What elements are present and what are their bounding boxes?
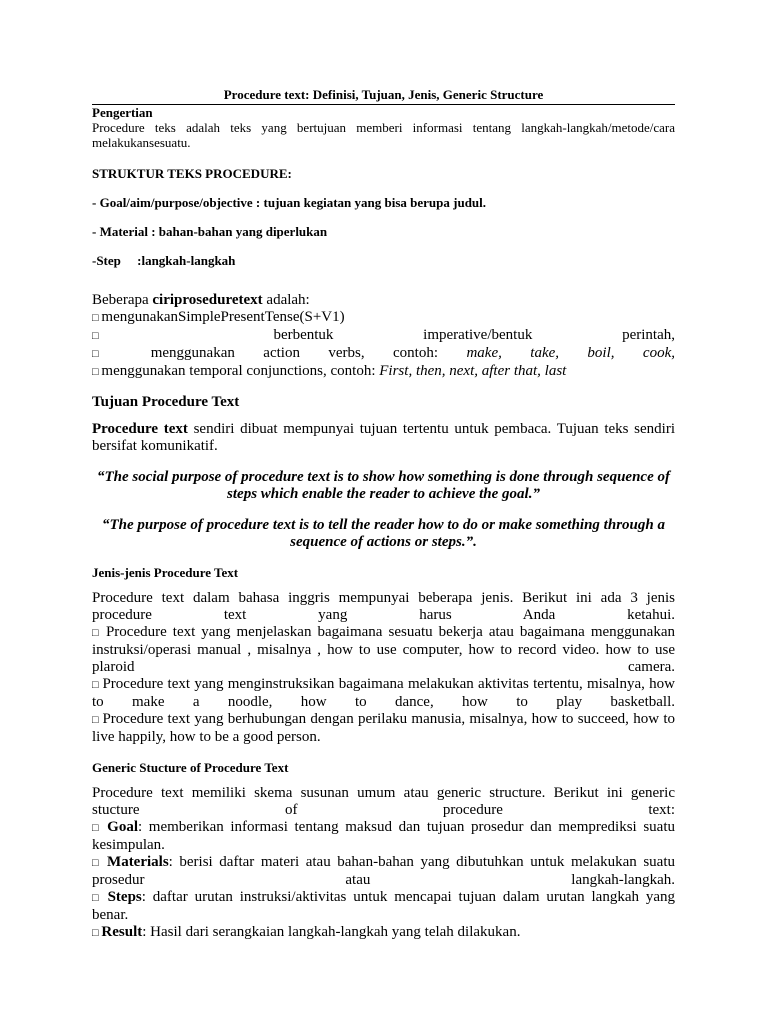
generic-goal-text: : memberikan informasi tentang maksud dan tujuan prosedur dan memprediksi suatu kesimpulan. xyxy=(92,819,675,853)
page-title: Procedure text: Definisi, Tujuan, Jenis, Generic Structure xyxy=(92,87,675,105)
generic-heading: Generic Stucture of Procedure Text xyxy=(92,760,289,775)
jenis-heading: Jenis-jenis Procedure Text xyxy=(92,565,239,580)
tujuan-body xyxy=(92,421,675,455)
tujuan-lead-rest: sendiri dibuat mempunyai tujuan tertentu untuk pembaca. Tujuan teks sendiri bersifat komunikatif. xyxy=(92,421,675,454)
ciri-item-1: □ mengunakanSimplePresentTense(S+V1) xyxy=(92,309,675,327)
ciri-item-3 xyxy=(92,345,675,363)
tujuan-quote-1: “The social purpose of procedure text is to show how something is done through sequence of steps which enable the reader to achieve the goal.” xyxy=(97,469,670,502)
generic-goal-label: Goal xyxy=(107,819,138,835)
ciri-item-3-text: menggunakan action verbs, contoh: xyxy=(150,345,439,361)
ciri-intro xyxy=(92,292,675,309)
jenis-item-1: □ Procedure text yang menjelaskan bagaimana sesuatu bekerja atau bagaimana menggunakan instruksi/operasi manual , misalnya , how to use computer, how to record video. how to use plaroid camera. xyxy=(92,624,675,676)
generic-goal xyxy=(92,819,675,854)
generic-steps xyxy=(92,889,675,924)
jenis-intro: Procedure text dalam bahasa inggris mempunyai beberapa jenis. Berikut ini ada 3 jenis procedure text yang harus Anda ketahui. xyxy=(92,590,675,623)
generic-steps-label: Steps xyxy=(107,889,142,905)
ciri-item-4-examples: First, then, next, after that, last xyxy=(379,363,567,379)
jenis-item-2: □ Procedure text yang menginstruksikan bagaimana melakukan aktivitas tertentu, misalnya, how to make a noodle, how to dance, how to play basketball. xyxy=(92,676,675,711)
ciri-item-2: □ berbentuk imperative/bentuk perintah, xyxy=(92,327,675,345)
generic-result-label: Result xyxy=(101,924,143,940)
ciri-item-4 xyxy=(92,363,675,381)
ciri-item-4-text: menggunakan temporal conjunctions, contoh: xyxy=(101,363,376,379)
pengertian-body: Procedure teks adalah teks yang bertujuan memberi informasi tentang langkah-langkah/metode/cara melakukansesuatu. xyxy=(92,120,675,150)
generic-materials-label: Materials xyxy=(107,854,169,870)
tujuan-quote-2: “The purpose of procedure text is to tell the reader how to do or make something through a sequence of actions or steps.”. xyxy=(102,517,665,550)
struktur-step: -Step :langkah-langkah xyxy=(92,253,236,268)
tujuan-heading: Tujuan Procedure Text xyxy=(92,394,240,410)
struktur-goal: - Goal/aim/purpose/objective : tujuan kegiatan yang bisa berupa judul. xyxy=(92,195,487,210)
tujuan-lead-bold: Procedure text xyxy=(92,421,188,437)
generic-result-text: : Hasil dari serangkaian langkah-langkah yang telah dilakukan. xyxy=(142,924,521,940)
ciri-intro-suffix: adalah: xyxy=(262,292,310,308)
struktur-material: - Material : bahan-bahan yang diperlukan xyxy=(92,224,328,239)
ciri-intro-prefix: Beberapa xyxy=(92,292,153,308)
document-content xyxy=(92,87,675,942)
generic-steps-text: : daftar urutan instruksi/aktivitas untuk mencapai tujuan dalam urutan langkah yang benar. xyxy=(92,889,675,923)
pengertian-heading: Pengertian xyxy=(92,105,153,120)
ciri-intro-bold: ciriproseduretext xyxy=(152,292,263,308)
generic-intro: Procedure text memiliki skema susunan umum atau generic structure. Berikut ini generic stucture of procedure text: xyxy=(92,785,675,818)
generic-result xyxy=(92,924,675,942)
generic-materials xyxy=(92,854,675,889)
generic-materials-text: : berisi daftar materi atau bahan-bahan yang dibutuhkan untuk melakukan suatu prosedur atau langkah-langkah. xyxy=(92,854,675,888)
jenis-item-3: □ Procedure text yang berhubungan dengan perilaku manusia, misalnya, how to succeed, how to live happily, how to be a good person. xyxy=(92,711,675,746)
ciri-item-3-examples: make, take, boil, cook, xyxy=(466,345,675,361)
struktur-heading: STRUKTUR TEKS PROCEDURE: xyxy=(92,166,292,181)
